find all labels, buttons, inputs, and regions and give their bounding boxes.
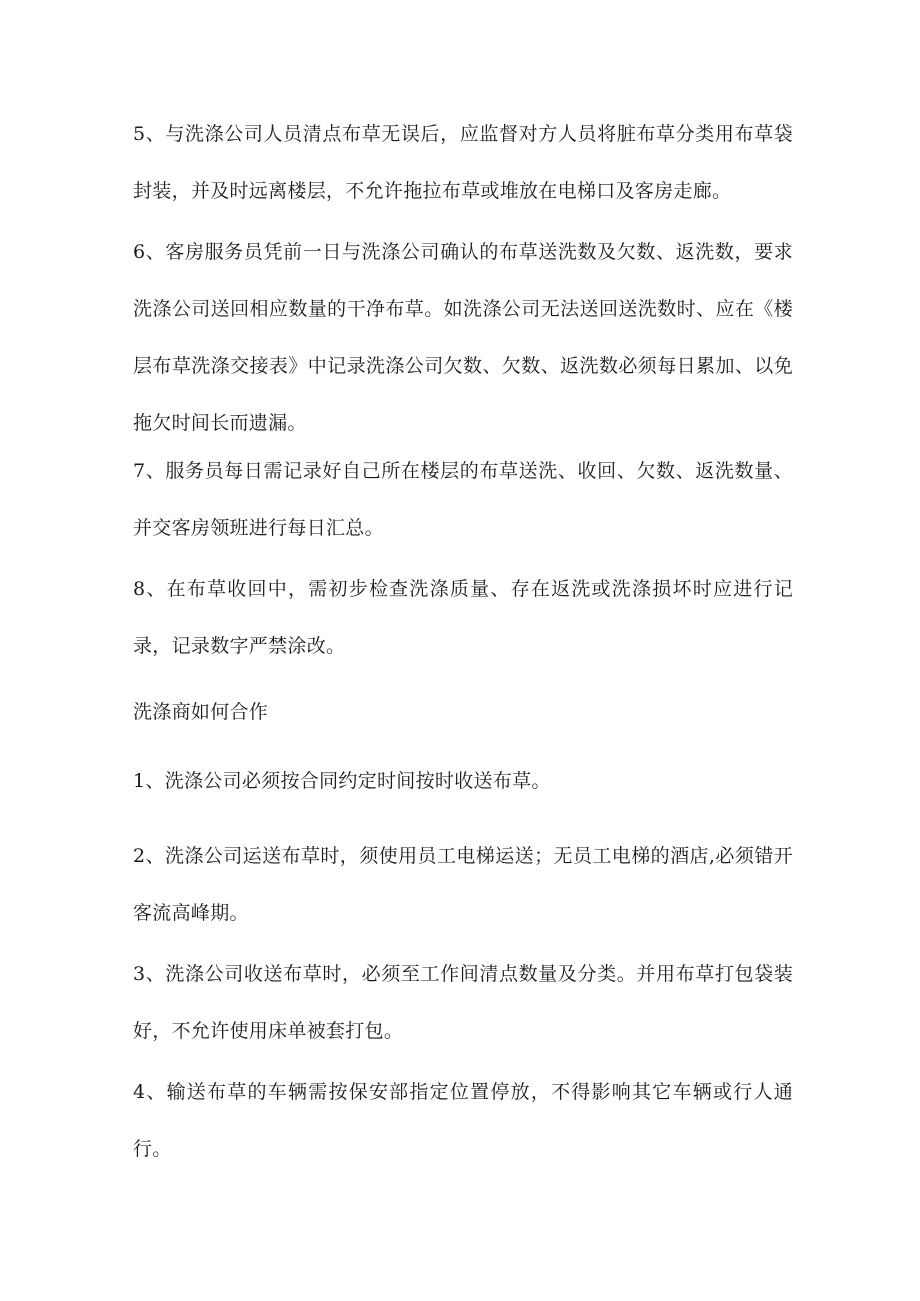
cooperation-item-1: 1、洗涤公司必须按合同约定时间按时收送布草。 (133, 770, 551, 792)
paragraph-item-7: 7、服务员每日需记录好自己所在楼层的布草送洗、收回、欠数、返洗数量、并交客房领班进行每日汇总。 (133, 460, 793, 539)
paragraph-item-8: 8、在布草收回中，需初步检查洗涤质量、存在返洗或洗涤损坏时应进行记录，记录数字严禁涂改。 (133, 578, 793, 657)
paragraph-item-6: 6、客房服务员凭前一日与洗涤公司确认的布草送洗数及欠数、返洗数，要求洗涤公司送回相应数量的干净布草。如洗涤公司无法送回送洗数时、应在《楼层布草洗涤交接表》中记录洗涤公司欠数、欠数、返洗数必须每日累加、以免拖欠时间长而遗漏。 (133, 241, 793, 434)
cooperation-item-3: 3、洗涤公司收送布草时，必须至工作间清点数量及分类。并用布草打包袋装好，不允许使用床单被套打包。 (133, 963, 793, 1042)
paragraph-item-5: 5、与洗涤公司人员清点布草无误后，应监督对方人员将脏布草分类用布草袋封装，并及时远离楼层，不允许拖拉布草或堆放在电梯口及客房走廊。 (133, 123, 793, 202)
section-heading: 洗涤商如何合作 (133, 701, 269, 723)
cooperation-item-4: 4、输送布草的车辆需按保安部指定位置停放，不得影响其它车辆或行人通行。 (133, 1081, 793, 1160)
cooperation-item-2: 2、洗涤公司运送布草时，须使用员工电梯运送；无员工电梯的酒店,必须错开客流高峰期。 (133, 845, 793, 924)
